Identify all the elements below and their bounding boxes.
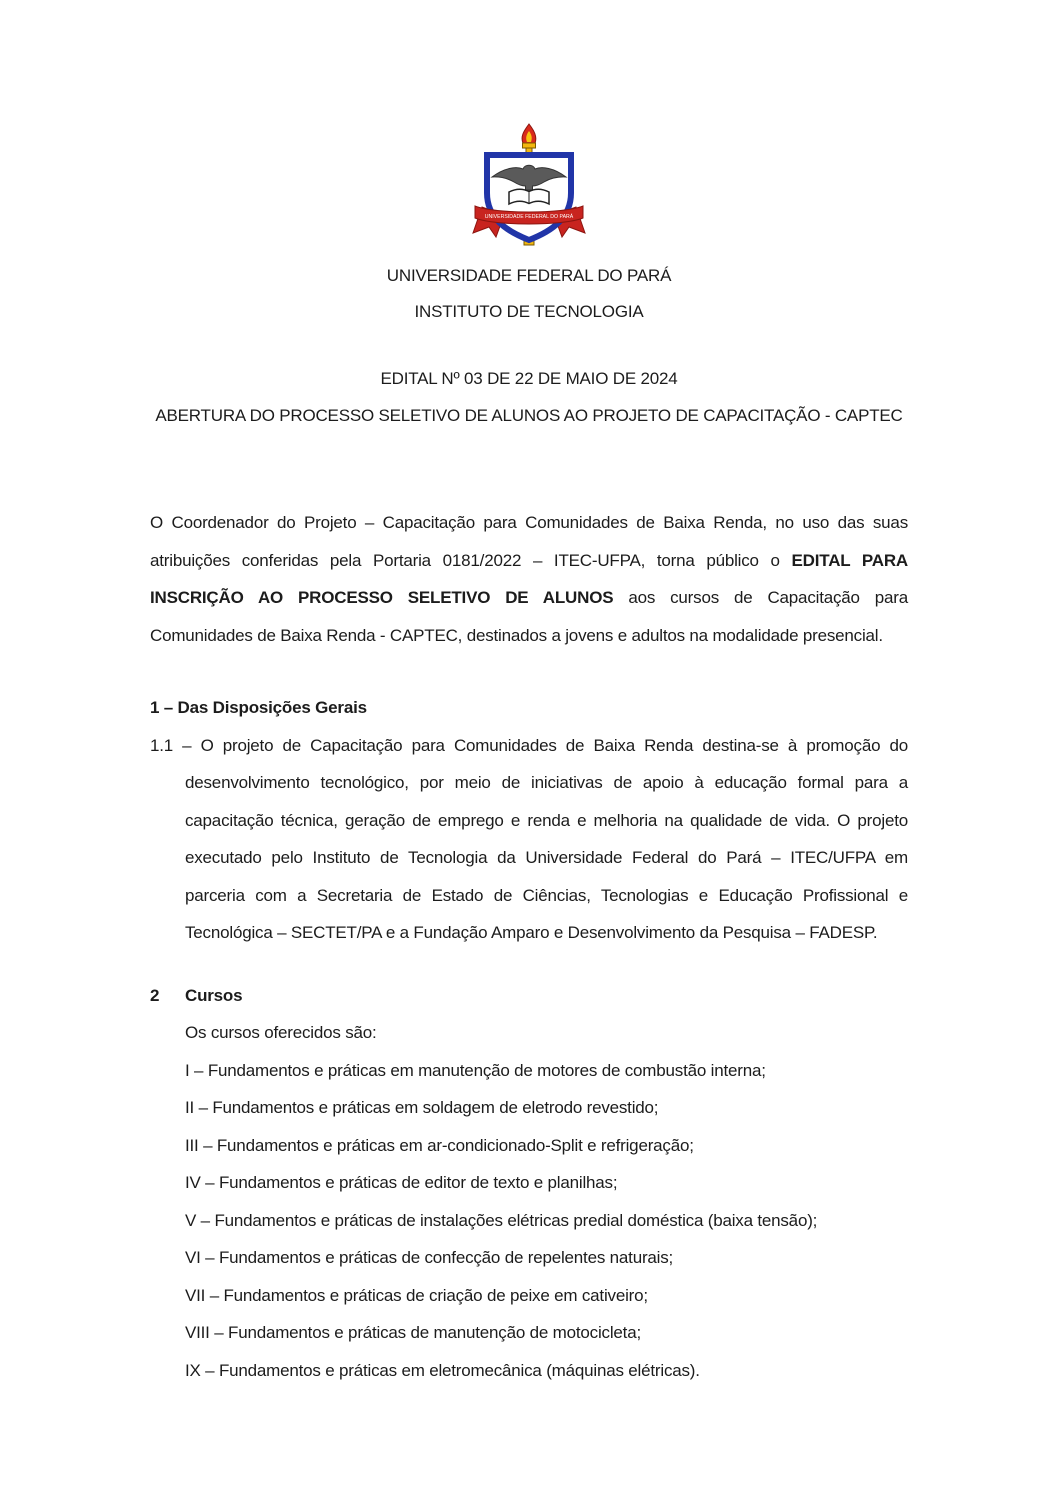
logo-banner-text: UNIVERSIDADE FEDERAL DO PARÁ xyxy=(484,214,574,220)
course-item-2: II – Fundamentos e práticas em soldagem de eletrodo revestido; xyxy=(185,1098,659,1117)
section1-heading: 1 – Das Disposições Gerais xyxy=(150,698,367,717)
course-item-4: IV – Fundamentos e práticas de editor de texto e planilhas; xyxy=(185,1173,618,1192)
edital-subject: ABERTURA DO PROCESSO SELETIVO DE ALUNOS AO PROJETO DE CAPACITAÇÃO - CAPTEC xyxy=(155,406,903,425)
intro-text-part2: aos cursos de Capacitação para Comunidades de Baixa Renda - CAPTEC, destinados a jovens e adultos na modalidade presencial. xyxy=(150,588,908,645)
section1-item-text: O projeto de Capacitação para Comunidades de Baixa Renda destina-se à promoção do desenvolvimento tecnológico, por meio de iniciativas de apoio à educação formal para a capacitação técnica, geração de emprego e renda e melhoria na qualidade de vida. O projeto executado pelo Instituto de Tecnologia da Universidade Federal do Pará – ITEC/UFPA em parceria com a Secretaria de Estado de Ciências, Tecnologias e Educação Profissional e Tecnológica – SECTET/PA e a Fundação Amparo e Desenvolvimento da Pesquisa – FADESP. xyxy=(185,735,908,942)
course-item-1: I – Fundamentos e práticas em manutenção de motores de combustão interna; xyxy=(185,1060,766,1080)
course-item-6: VI – Fundamentos e práticas de confecção de repelentes naturais; xyxy=(185,1248,674,1267)
institute-name: INSTITUTO DE TECNOLOGIA xyxy=(414,302,644,321)
section2-heading xyxy=(150,977,908,1015)
section1-item-number: 1.1 – xyxy=(150,735,201,755)
intro-text-bold: EDITAL PARA INSCRIÇÃO AO PROCESSO SELETIVO DE ALUNOS xyxy=(150,550,909,607)
course-item-7: VII – Fundamentos e práticas de criação de peixe em cativeiro; xyxy=(185,1285,648,1305)
course-item-9: IX – Fundamentos e práticas em eletromecânica (máquinas elétricas). xyxy=(185,1360,700,1380)
course-item-5: V – Fundamentos e práticas de instalações elétricas predial doméstica (baixa tensão); xyxy=(185,1210,818,1230)
ufpa-logo xyxy=(470,123,588,252)
document-header xyxy=(150,258,908,330)
course-list xyxy=(185,1052,908,1390)
section2-title: Cursos xyxy=(185,985,243,1005)
edital-title-block xyxy=(150,360,908,434)
intro-paragraph xyxy=(150,504,908,654)
intro-text-part1: O Coordenador do Projeto – Capacitação para Comunidades de Baixa Renda, no uso das suas atribuições conferidas pela Portaria 0181/2022 – ITEC-UFPA, torna público o xyxy=(150,513,908,570)
section2-number: 2 xyxy=(150,985,160,1005)
ufpa-coat-of-arms-icon xyxy=(470,123,588,247)
institution-name: UNIVERSIDADE FEDERAL DO PARÁ xyxy=(386,266,672,285)
course-item-3: III – Fundamentos e práticas em ar-condicionado-Split e refrigeração; xyxy=(185,1135,694,1155)
section1-item-1-1 xyxy=(150,727,908,952)
edital-title: EDITAL Nº 03 DE 22 DE MAIO DE 2024 xyxy=(380,369,678,388)
course-item-8: VIII – Fundamentos e práticas de manutenção de motocicleta; xyxy=(185,1323,641,1342)
section2-intro: Os cursos oferecidos são: xyxy=(185,1023,377,1042)
